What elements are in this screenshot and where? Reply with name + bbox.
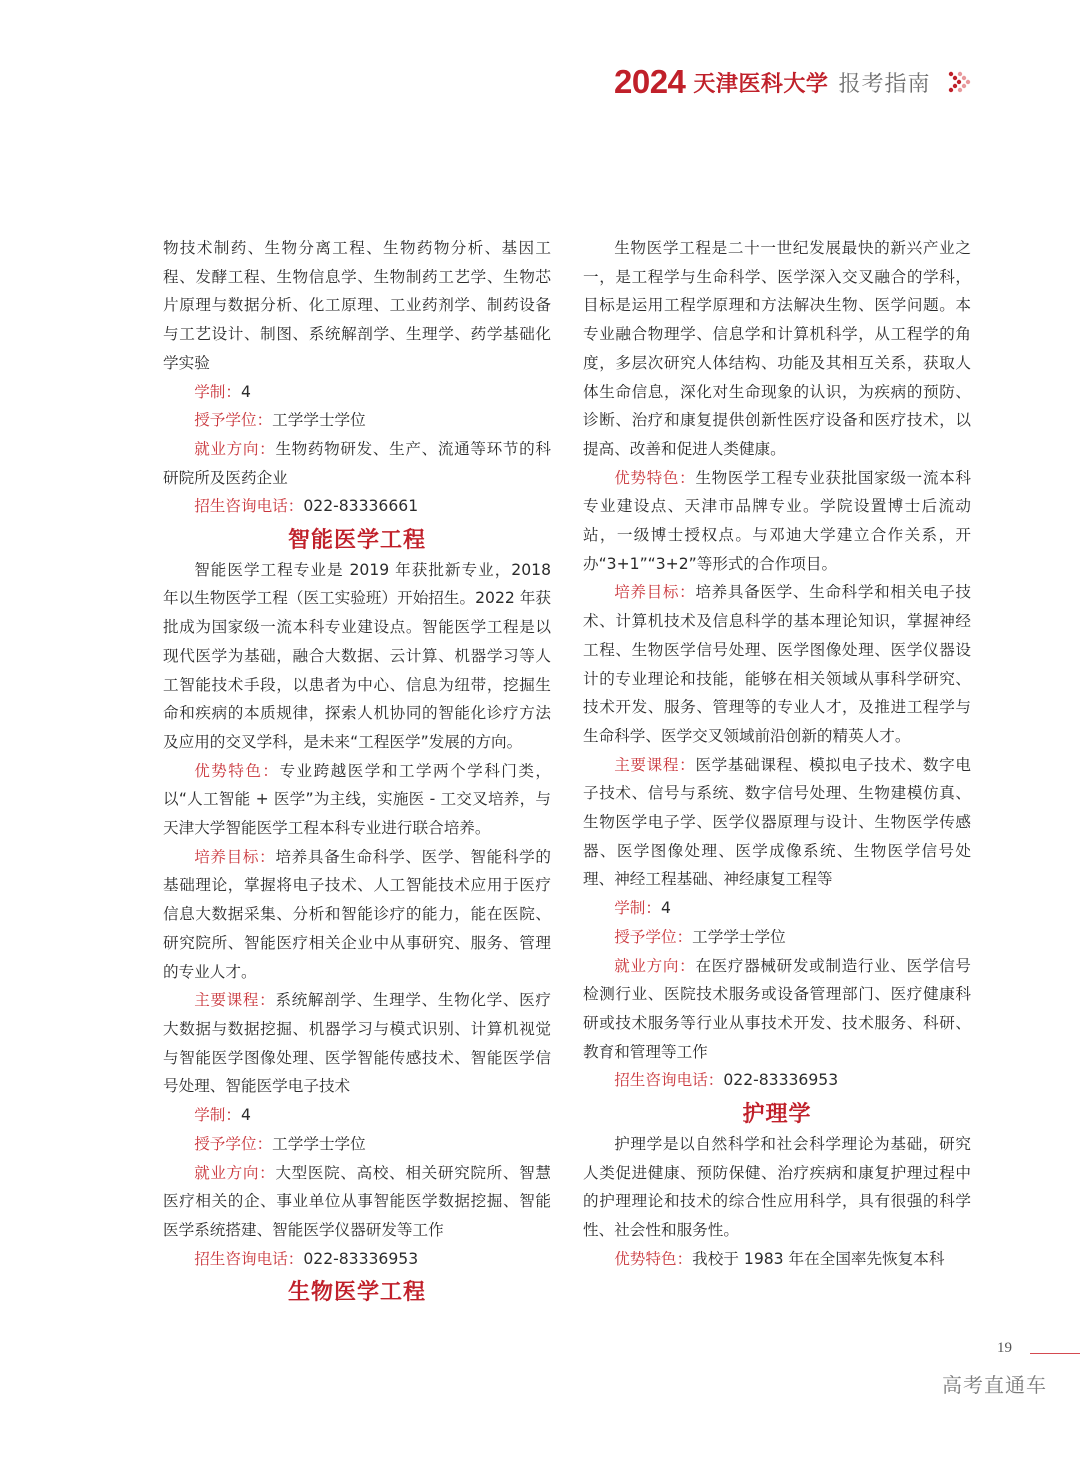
phone-label: 招生咨询电话： (194, 1249, 304, 1268)
major-courses (163, 986, 551, 1101)
career-value: 大型医院、高校、相关研究院所、智慧医疗相关的企、事业单位从事智能医学数据挖掘、智能医学系统搭建、智能医学仪器研发等工作 (163, 1163, 551, 1239)
section-title-biomedical-engineering: 生物医学工程 (287, 1280, 426, 1306)
footer-divider (1030, 1353, 1080, 1354)
career-label: 就业方向： (194, 1163, 276, 1182)
phone-value: 022-83336953 (723, 1071, 839, 1090)
degree-value: 工学学士学位 (272, 411, 366, 430)
right-column (583, 234, 971, 1273)
phone-label: 招生咨询电话： (194, 497, 304, 516)
career-value: 在医疗器械研发或制造行业、医学信号检测行业、医院技术服务或设备管理部门、医疗健康科研或技术服务等行业从事技术开发、技术服务、科研、教育和管理等工作 (583, 956, 971, 1061)
career-value: 生物药物研发、生产、流通等环节的科研院所及医药企业 (163, 439, 551, 487)
advantage-label: 优势特色： (194, 761, 280, 780)
degree-label: 授予学位： (614, 927, 693, 946)
left-column (163, 234, 551, 1308)
career-label: 就业方向： (614, 956, 696, 975)
major-courses (583, 751, 971, 895)
footer-brand-watermark: 高考直通车 (942, 1373, 1047, 1397)
advantage-label: 优势特色： (614, 468, 696, 487)
goal-label: 培养目标： (194, 847, 276, 866)
degree-label: 授予学位： (194, 1134, 273, 1153)
duration-label: 学制： (614, 899, 661, 918)
courses-label: 主要课程： (614, 755, 696, 774)
major-intro: 生物医学工程是二十一世纪发展最快的新兴产业之一，是工程学与生命科学、医学深入交叉融合的学科，目标是运用工程学原理和方法解决生物、医学问题。本专业融合物理学、信息学和计算机科学，从工程学的角度，多层次研究人体结构、功能及其相互关系，获取人体生命信息，深化对生命现象的认识，为疾病的预防、诊断、治疗和康复提供创新性医疗设备和医疗技术，以提高、改善和促进人类健康。 (583, 239, 971, 458)
major-career (583, 952, 971, 1067)
prev-phone (163, 492, 551, 521)
major-advantage (163, 757, 551, 843)
advantage-value: 专业跨越医学和工学两个学科门类，以“人工智能 + 医学”为主线，实施医 - 工交叉培养，与天津大学智能医学工程本科专业进行联合培养。 (163, 761, 551, 838)
header-school-name: 天津医科大学 (693, 71, 829, 97)
phone-label: 招生咨询电话： (614, 1071, 724, 1090)
major-duration (583, 894, 971, 923)
continued-courses-text: 物技术制药、生物分离工程、生物药物分析、基因工程、发酵工程、生物信息学、生物制药工艺学、生物芯片原理与数据分析、化工原理、工业药剂学、制药设备与工艺设计、制图、系统解剖学、生理学、药学基础化学实验 (163, 239, 551, 372)
courses-value: 医学基础课程、模拟电子技术、数字电子技术、信号与系统、数字信号处理、生物建模仿真、生物医学电子学、医学仪器原理与设计、生物医学传感器、医学图像处理、医学成像系统、生物医学信号处理、神经工程基础、神经康复工程等 (583, 755, 971, 889)
major-degree (163, 1130, 551, 1159)
goal-value: 培养具备医学、生命科学和相关电子技术、计算机技术及信息科学的基本理论知识，掌握神经工程、生物医学信号处理、医学图像处理、医学仪器设计的专业理论和技能，能够在相关领域从事科学研究、技术开发、服务、管理等的专业人才，及推进工程学与生命科学、医学交叉领域前沿创新的精英人才。 (583, 583, 971, 745)
double-chevron-right-dots-icon (948, 71, 974, 93)
prev-duration (163, 378, 551, 407)
major-phone (583, 1066, 971, 1095)
major-advantage (583, 464, 971, 579)
degree-value: 工学学士学位 (272, 1134, 366, 1153)
major-intro: 护理学是以自然科学和社会科学理论为基础，研究人类促进健康、预防保健、治疗疾病和康复护理过程中的护理理论和技术的综合性应用科学，具有很强的科学性、社会性和服务性。 (583, 1134, 971, 1239)
major-phone (163, 1245, 551, 1274)
page-header (614, 62, 974, 102)
goal-value: 培养具备生命科学、医学、智能科学的基础理论，掌握将电子技术、人工智能技术应用于医疗信息大数据采集、分析和智能诊疗的能力，能在医院、研究院所、智能医疗相关企业中从事研究、服务、管理的专业人才。 (163, 847, 551, 981)
section-title-intelligent-medical-engineering: 智能医学工程 (287, 528, 426, 554)
phone-value: 022-83336661 (303, 497, 419, 516)
phone-value: 022-83336953 (303, 1249, 419, 1268)
courses-value: 系统解剖学、生理学、生物化学、医疗大数据与数据挖掘、机器学习与模式识别、计算机视觉与智能医学图像处理、医学智能传感技术、智能医学信号处理、智能医学电子技术 (163, 991, 551, 1096)
duration-value: 4 (240, 1106, 251, 1125)
prev-career (163, 435, 551, 492)
degree-label: 授予学位： (194, 411, 273, 430)
major-duration (163, 1101, 551, 1130)
major-degree (583, 923, 971, 952)
degree-value: 工学学士学位 (692, 927, 786, 946)
major-goal (163, 843, 551, 987)
career-label: 就业方向： (194, 439, 276, 458)
courses-label: 主要课程： (194, 991, 276, 1010)
advantage-value: 生物医学工程专业获批国家级一流本科专业建设点、天津市品牌专业。学院设置博士后流动站，一级博士授权点。与邓迪大学建立合作关系，开办“3+1”“3+2”等形式的合作项目。 (583, 468, 971, 573)
advantage-label: 优势特色： (614, 1249, 693, 1268)
major-advantage (583, 1245, 971, 1274)
major-intro: 智能医学工程专业是 2019 年获批新专业，2018 年以生物医学工程（医工实验班）开始招生。2022 年获批成为国家级一流本科专业建设点。智能医学工程是以现代医学为基础，融合大数据、云计算、机器学习等人工智能技术手段，以患者为中心、信息为纽带，挖掘生命和疾病的本质规律，探索人机协同的智能化诊疗方法及应用的交叉学科，是未来“工程医学”发展的方向。 (163, 560, 551, 751)
duration-label: 学制： (194, 1106, 241, 1125)
duration-label: 学制： (194, 382, 241, 401)
header-year: 2024 (614, 63, 686, 100)
page-number: 19 (997, 1340, 1012, 1356)
goal-label: 培养目标： (614, 583, 696, 602)
major-goal (583, 578, 971, 750)
duration-value: 4 (240, 382, 251, 401)
advantage-value: 我校于 1983 年在全国率先恢复本科 (692, 1249, 945, 1268)
header-guide-title: 报考指南 (838, 71, 931, 97)
prev-degree (163, 406, 551, 435)
duration-value: 4 (660, 899, 671, 918)
major-career (163, 1159, 551, 1245)
section-title-nursing: 护理学 (742, 1102, 812, 1128)
